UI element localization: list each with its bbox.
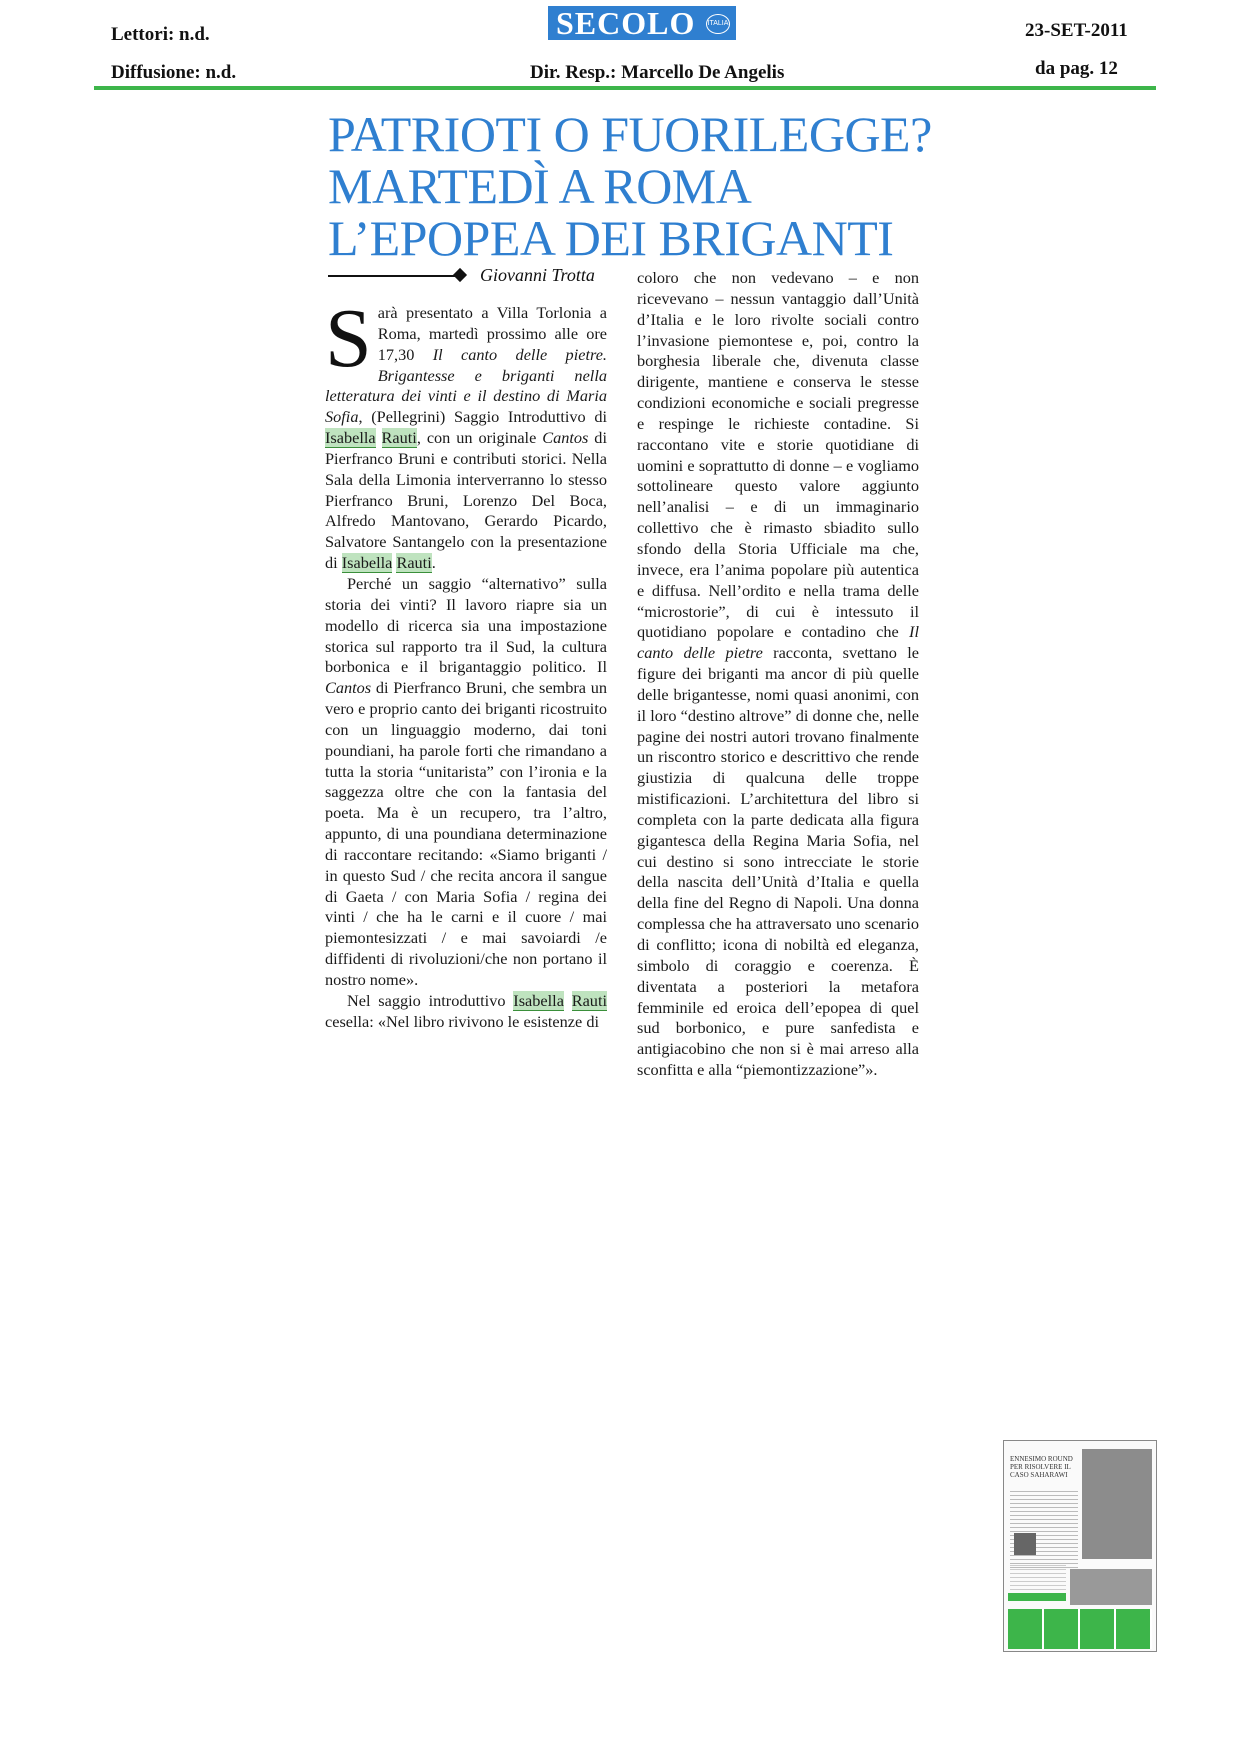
paragraph-3 (325, 991, 607, 1033)
logo-text: SECOLO (556, 5, 696, 41)
highlighted-name: Isabella (341, 553, 393, 573)
text-span: Perché un saggio “alternativo” sulla storia dei vinti? Il lavoro riapre sia un modello di ricerca sia una impostazione storica sul rapporto tra il Sud, la cultura borbonica e il brigantaggio politico. Il (325, 573, 607, 677)
cantos-title: Cantos (542, 428, 589, 448)
thumbnail-text-block (1010, 1565, 1066, 1591)
thumbnail-green-band (1008, 1593, 1066, 1601)
article-column-1 (325, 292, 607, 1033)
byline-rule (328, 275, 458, 277)
book-title: Il canto delle pietre. Brigantesse e briganti nella letteratura dei vinti e il destino di Maria Sofia (325, 344, 607, 427)
text-span: di Pierfranco Bruni e contributi storici. Nella Sala della Limonia interverranno lo stesso Pierfranco Bruni, Lorenzo Del Boca, Alfredo Mantovano, Gerardo Picardo, Salvatore Santangelo con la presentazione di (325, 428, 607, 573)
thumbnail-green-blocks (1008, 1609, 1152, 1649)
highlighted-name: Isabella (513, 990, 564, 1010)
newspaper-logo (548, 6, 736, 40)
thumbnail-photo (1082, 1449, 1152, 1559)
headline-line-3: L’EPOPEA DEI BRIGANTI (328, 210, 894, 266)
article-column-2 (637, 268, 919, 1081)
text-span: cesella: «Nel libro rivivono le esistenze di (325, 1011, 599, 1031)
text-span: . (431, 553, 436, 573)
readers-label: Lettori: n.d. (111, 24, 210, 45)
text-span: arà presentato a Villa Torlonia a Roma, martedì prossimo alle ore 17,30 (377, 303, 607, 364)
page-thumbnail (1003, 1440, 1157, 1652)
circulation-label: Diffusione: n.d. (111, 62, 237, 83)
headline-line-2: MARTEDÌ A ROMA (328, 158, 752, 214)
text-span: , (Pellegrini) Saggio Introduttivo di (358, 407, 607, 427)
date-label: 23-SET-2011 (1025, 20, 1128, 41)
highlighted-name: Isabella (325, 428, 376, 448)
thumbnail-headline: ENNESIMO ROUND PER RISOLVERE IL CASO SAHARAWI (1010, 1455, 1073, 1479)
highlighted-name: Rauti (571, 990, 607, 1010)
byline-author: Giovanni Trotta (480, 265, 595, 285)
thumbnail-portrait (1014, 1533, 1036, 1555)
diamond-icon (453, 268, 467, 282)
paragraph-3-continued (637, 268, 919, 1081)
text-span: di Pierfranco Bruni, che sembra un vero e proprio canto dei briganti ricostruito con un linguaggio moderno, dai toni poundiani, ha parole forti che rimandano a tutta la storia “unitarista” con l’ironia e la saggezza oltre che con la fantasia del poeta. Ma è un recupero, tra l’altro, appunto, di una poundiana determinazione di raccontare recitando: «Siamo briganti / in questo Sud / che recita ancora il sangue di Gaeta / con Maria Sofia / regina dei vinti / che ha le carni e il cuore / mai piemontesizzati / e mai savoiardi /e diffidenti di rivoluzioni/che non portano il nostro nome». (325, 678, 607, 989)
header-divider (94, 86, 1156, 90)
headline-line-1: PATRIOTI O FUORILEGGE? (328, 106, 932, 162)
highlighted-name: Rauti (396, 553, 432, 573)
director-label: Dir. Resp.: Marcello De Angelis (530, 62, 785, 83)
page-label: da pag. 12 (1035, 58, 1118, 79)
logo-sub-badge: ITALIA (706, 14, 730, 34)
drop-cap: S (325, 292, 372, 385)
paragraph-1 (325, 292, 607, 574)
highlighted-name: Rauti (381, 428, 417, 448)
text-span: Nel saggio introduttivo (347, 990, 514, 1010)
thumbnail-text-block (1010, 1491, 1078, 1571)
book-title: Il canto delle pietre (637, 622, 919, 663)
paragraph-2 (325, 574, 607, 991)
text-span: coloro che non vedevano – e non ricevevano – nessun vantaggio dall’Unità d’Italia e le loro rivolte sociali contro l’invasione piemontese e, poi, contro la borghesia liberale che, divenuta classe dirigente, mantiene e conserva le stesse condizioni economiche e sociali pregresse e respinge le richieste contadine. Si raccontano vite e storie quotidiane di uomini e soprattutto di donne – e vogliamo sottolineare questo valore aggiunto nell’analisi – e di un immaginario collettivo che è rimasto sbiadito sullo sfondo della Storia Ufficiale ma che, invece, era l’anima popolare più autentica e diffusa. Nell’ordito e nella trama delle “microstorie”, di cui è intessuto il quotidiano popolare e contadino che (637, 268, 919, 642)
text-span: racconta, svettano le figure dei briganti ma ancor di più quelle delle brigantesse, nomi quasi anonimi, con il loro “destino altrove” di donne che, nelle pagine dei nostri autori trovano finalmente un riscontro storico e descrittivo che rende giustizia di qualcuna delle troppe mistificazioni. L’architettura del libro si completa con la parte dedicata alla figura gigantesca della Regina Maria Sofia, nel cui destino si sono intrecciate le storie della nascita dell’Unità d’Italia e quella della fine del Regno di Napoli. Una donna complessa che ha attraversato uno scenario di conflitto; icona di nobiltà ed eleganza, simbolo di coraggio e coerenza. È diventata a posteriori la metafora femminile ed eroica dell’epopea di quel sud borbonico, e pure sanfedista e antigiacobino che non si è mai arreso alla sconfitta e alla “piemontizzazione”». (637, 643, 919, 1080)
article-headline (328, 108, 1028, 264)
cantos-title: Cantos (325, 678, 372, 698)
text-span: , con un originale (416, 428, 543, 448)
thumbnail-photo (1070, 1569, 1152, 1605)
